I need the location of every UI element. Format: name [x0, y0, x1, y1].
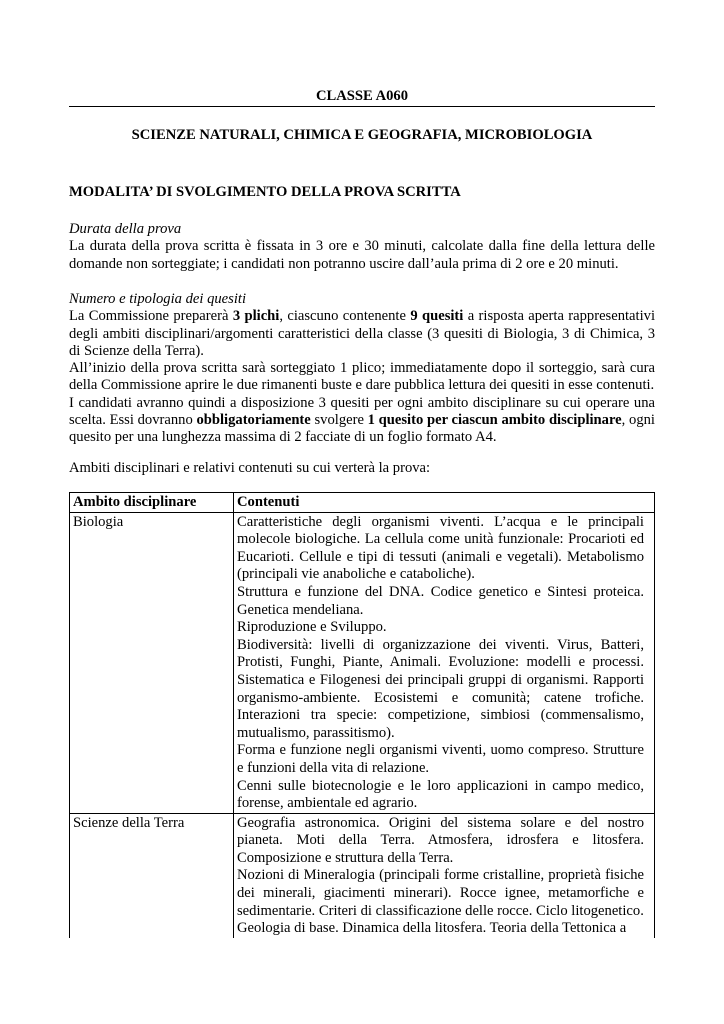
section-title: MODALITA’ DI SVOLGIMENTO DELLA PROVA SCRITTA [69, 184, 461, 200]
numero-section [69, 291, 655, 447]
contenuti-item: Forma e funzione negli organismi viventi, uomo compreso. Strutture e funzioni della vita di relazione. [237, 742, 644, 776]
subject-heading: SCIENZE NATURALI, CHIMICA E GEOGRAFIA, MICROBIOLOGIA [131, 127, 593, 143]
numero-paragraph-1: La Commissione preparerà 3 plichi, ciascuno contenente 9 quesiti a risposta aperta rappresentativi degli ambiti disciplinari/argomenti caratteristici della classe (3 quesiti di Biologia, 3 di Chimica, 3 di Scienze della Terra). [69, 308, 655, 359]
table-header-row [70, 493, 655, 513]
quesiti-count: 9 quesiti [410, 308, 464, 325]
class-code-heading: CLASSE A060 [315, 88, 409, 104]
contenuti-item: Nozioni di Mineralogia (principali forme cristalline, proprietà fisiche dei minerali, giacimenti minerari). Rocce ignee, metamorfiche e sedimentarie. Criteri di classificazione delle rocce. Ciclo litogenetico. [237, 867, 644, 919]
contenuti-item: Struttura e funzione del DNA. Codice genetico e Sintesi proteica. Genetica mendeliana. [237, 583, 644, 618]
ambito-cell: Biologia [70, 512, 234, 813]
contents-table [69, 492, 655, 938]
numero-paragraph-3: I candidati avranno quindi a disposizione 3 quesiti per ogni ambito disciplinare su cui operare una scelta. Essi dovranno obbligatoriamente svolgere 1 quesito per ciascun ambito disciplinare, ogni quesito per una lunghezza massima di 2 facciate di un foglio formato A4. [69, 394, 655, 446]
contenuti-item: Caratteristiche degli organismi viventi. L’acqua e le principali molecole biologiche. La cellula come unità funzionale: Procarioti ed Eucarioti. Cellule e tipi di tessuti (animali e vegetali). Metabolismo (principali vie anaboliche e cataboliche). [237, 513, 644, 583]
obbligatoriamente-emphasis: obbligatoriamente [196, 412, 311, 429]
header-contenuti: Contenuti [234, 493, 655, 513]
table-row [70, 512, 655, 813]
table-row [70, 813, 655, 938]
contenuti-item: Cenni sulle biotecnologie e le loro applicazioni in campo medico, forense, ambientale ed agrario. [237, 777, 644, 812]
contenuti-item: Biodiversità: livelli di organizzazione dei viventi. Virus, Batteri, Protisti, Funghi, Piante, Animali. Evoluzione: modelli e processi. Sistematica e Filogenesi dei principali gruppi di organismi. Rapporti organismo-ambiente. Ecosistemi e comunità; catene trofiche. Interazioni tra specie: competizione, simbiosi (commensalismo, mutualismo, parassitismo). [237, 636, 644, 741]
contenuti-cell [234, 512, 655, 813]
durata-text: La durata della prova scritta è fissata in 3 ore e 30 minuti, calcolate dalla fine della lettura delle domande non sorteggiate; i candidati non potranno uscire dall’aula prima di 2 ore e 20 minuti. [69, 238, 655, 272]
header-ambito: Ambito disciplinare [70, 493, 234, 513]
numero-paragraph-2: All’inizio della prova scritta sarà sorteggiato 1 plico; immediatamente dopo il sorteggio, sarà cura della Commissione aprire le due rimanenti buste e dare pubblica lettura dei quesiti in esse contenuti. [69, 360, 655, 394]
durata-section [69, 221, 655, 273]
contents-table-wrapper [69, 492, 655, 938]
ambiti-intro: Ambiti disciplinari e relativi contenuti su cui verterà la prova: [69, 460, 431, 476]
ambito-cell: Scienze della Terra [70, 813, 234, 938]
contenuti-item: Riproduzione e Sviluppo. [237, 619, 387, 636]
plichi-count: 3 plichi [232, 308, 280, 325]
numero-heading: Numero e tipologia dei quesiti [69, 291, 246, 307]
header-divider [69, 106, 655, 107]
contenuti-item: Geografia astronomica. Origini del sistema solare e del nostro pianeta. Moti della Terra. Atmosfera, idrosfera e litosfera. Composizione e struttura della Terra. [237, 814, 644, 866]
quesito-per-ambito-emphasis: 1 quesito per ciascun ambito disciplinare [367, 412, 622, 429]
durata-heading: Durata della prova [69, 221, 182, 237]
contenuti-item: Geologia di base. Dinamica della litosfera. Teoria della Tettonica a [237, 920, 627, 937]
contenuti-cell [234, 813, 655, 938]
